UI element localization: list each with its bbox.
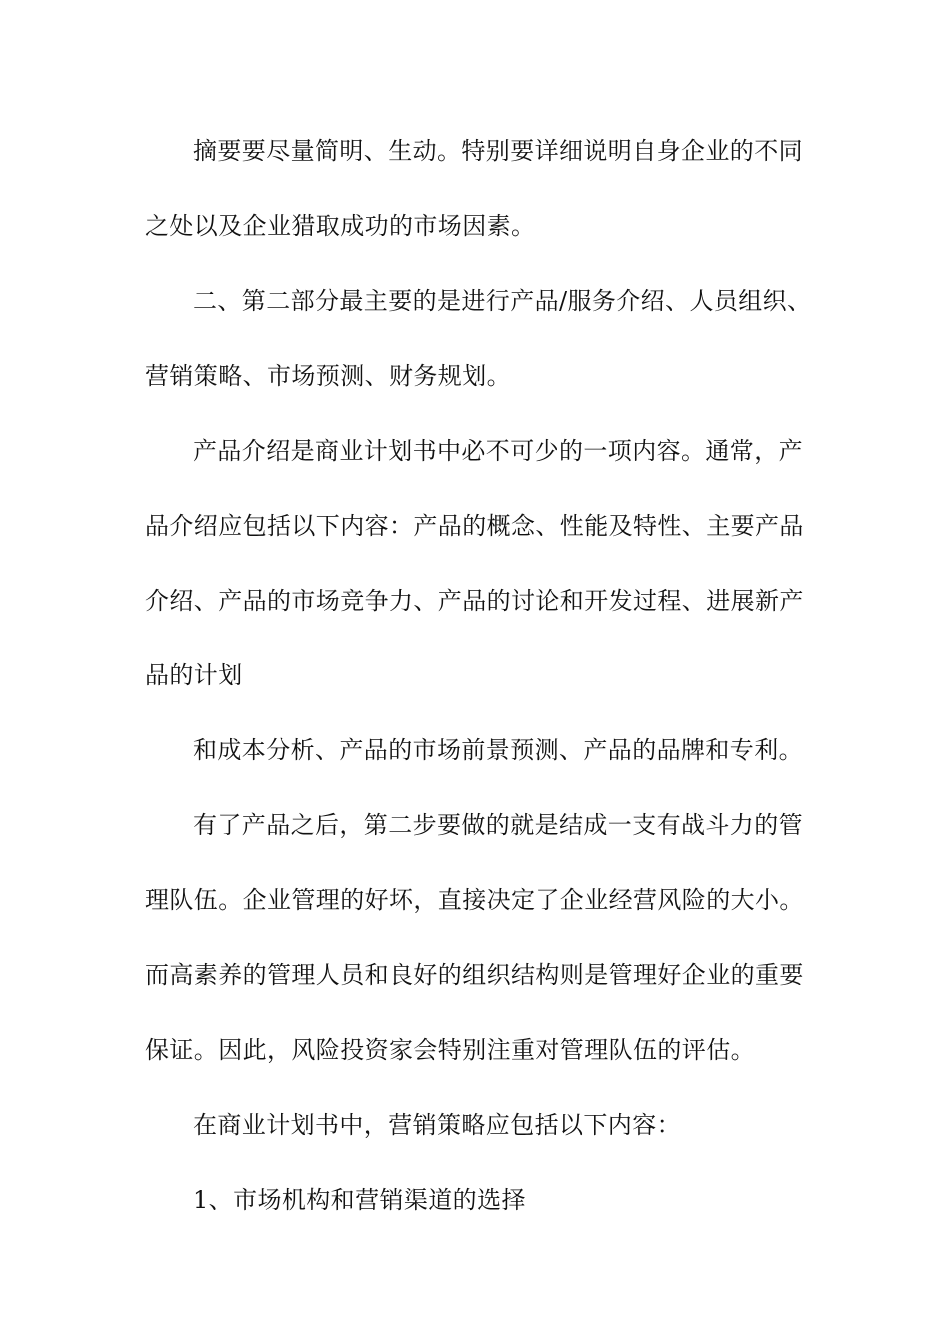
text-line: 介绍、产品的市场竞争力、产品的讨论和开发过程、进展新产 — [145, 587, 804, 615]
text-line: 二、第二部分最主要的是进行产品/服务介绍、人员组织、 — [193, 287, 812, 315]
text-line: 摘要要尽量简明、生动。特别要详细说明自身企业的不同 — [193, 137, 803, 165]
text-line: 1、市场机构和营销渠道的选择 — [193, 1186, 526, 1214]
text-line: 之处以及企业猎取成功的市场因素。 — [145, 212, 536, 240]
text-line: 而高素养的管理人员和良好的组织结构则是管理好企业的重要 — [145, 961, 804, 989]
text-line: 品的计划 — [145, 661, 243, 689]
text-line: 产品介绍是商业计划书中必不可少的一项内容。通常，产 — [193, 437, 803, 465]
text-line: 理队伍。企业管理的好坏，直接决定了企业经营风险的大小。 — [145, 886, 804, 914]
text-line: 保证。因此，风险投资家会特别注重对管理队伍的评估。 — [145, 1036, 755, 1064]
text-line: 有了产品之后，第二步要做的就是结成一支有战斗力的管 — [193, 811, 803, 839]
text-line: 在商业计划书中，营销策略应包括以下内容： — [193, 1111, 681, 1139]
text-line: 品介绍应包括以下内容：产品的概念、性能及特性、主要产品 — [145, 512, 804, 540]
text-line: 和成本分析、产品的市场前景预测、产品的品牌和专利。 — [193, 736, 803, 764]
text-line: 营销策略、市场预测、财务规划。 — [145, 362, 511, 390]
